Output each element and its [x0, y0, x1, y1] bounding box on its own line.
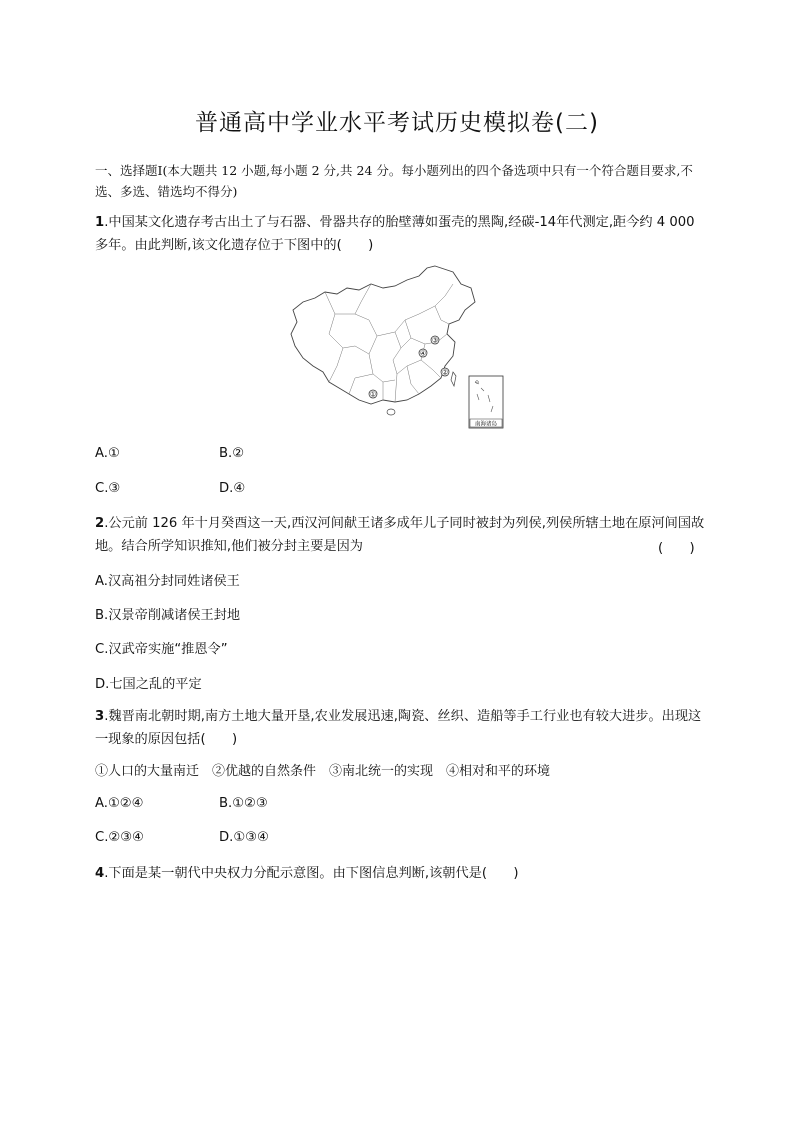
option-b[interactable]: B.①②③ — [219, 796, 268, 811]
map-marker-4: ④ — [419, 349, 427, 358]
option-d[interactable]: D.七国之乱的平定 — [95, 677, 202, 692]
china-map-image — [285, 262, 507, 430]
section-instructions: 一、选择题Ⅰ(本大题共 12 小题,每小题 2 分,共 24 分。每小题列出的四个备选项中只有一个符合题目要求,不选、多选、错选均不得分) — [95, 163, 693, 199]
option-d[interactable]: D.①③④ — [219, 830, 269, 845]
question-4 — [95, 862, 705, 885]
question-text: .中国某文化遗存考古出土了与石器、骨器共存的胎壁薄如蛋壳的黑陶,经碳-14年代测定,距今约 4 000 多年。由此判断,该文化遗存位于下图中的( ) — [95, 215, 695, 253]
question-number: 2 — [95, 516, 105, 531]
option-a[interactable]: A.① — [95, 446, 120, 461]
map-marker-1: ① — [369, 390, 377, 399]
option-c[interactable]: C.②③④ — [95, 830, 144, 845]
map-marker-3: ③ — [431, 336, 439, 345]
question-3 — [95, 705, 705, 751]
option-d[interactable]: D.④ — [219, 481, 246, 496]
question-text: .魏晋南北朝时期,南方土地大量开垦,农业发展迅速,陶瓷、丝织、造船等手工行业也有较大进步。出现这一现象的原因包括( ) — [95, 709, 702, 747]
question-text: .公元前 126 年十月癸酉这一天,西汉河间献王诸多成年儿子同时被封为列侯,列侯所辖土地在原河间国故地。结合所学知识推知,他们被分封主要是因为 — [95, 516, 705, 554]
statement-list: ①人口的大量南迁 ②优越的自然条件 ③南北统一的实现 ④相对和平的环境 — [95, 764, 551, 779]
option-a[interactable]: A.汉高祖分封同姓诸侯王 — [95, 574, 240, 589]
question-number: 3 — [95, 709, 105, 724]
question-1 — [95, 211, 705, 257]
question-text: .下面是某一朝代中央权力分配示意图。由下图信息判断,该朝代是( ) — [104, 866, 519, 881]
option-a[interactable]: A.①②④ — [95, 796, 144, 811]
question-2 — [95, 512, 705, 558]
option-c[interactable]: C.③ — [95, 481, 121, 496]
question-number: 4 — [95, 866, 105, 881]
map-marker-2: ② — [441, 368, 449, 377]
option-c[interactable]: C.汉武帝实施“推恩令” — [95, 642, 228, 657]
page-title: 普通高中学业水平考试历史模拟卷(二) — [195, 110, 599, 136]
map-inset-label: 南海诸岛 — [474, 421, 498, 428]
answer-parentheses: ( ) — [658, 541, 695, 556]
question-number: 1 — [95, 215, 105, 230]
option-b[interactable]: B.② — [219, 446, 245, 461]
option-b[interactable]: B.汉景帝削减诸侯王封地 — [95, 608, 241, 623]
